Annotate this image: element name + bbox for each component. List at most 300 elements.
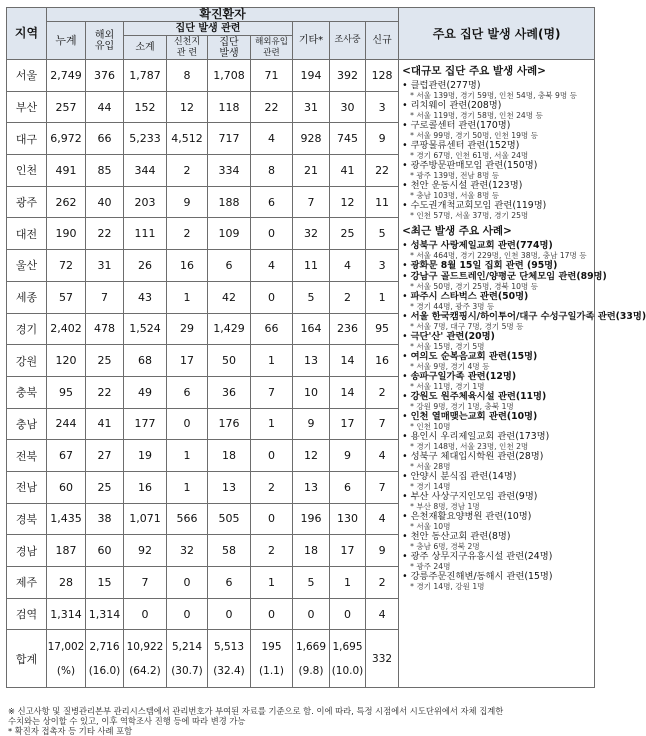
cell-investigating: 17 — [330, 408, 366, 440]
cell-new: 16 — [366, 345, 399, 377]
cell-investigating: 130 — [330, 503, 366, 535]
cell-investigating: 392 — [330, 60, 366, 92]
cell-cluster: 118 — [208, 91, 251, 123]
cell-subtotal: 19 — [124, 440, 167, 472]
cell-overseas_rel: 4 — [251, 250, 293, 282]
cell-total: 6,972 — [47, 123, 86, 155]
cell-cluster: 1,429 — [208, 313, 251, 345]
cell-subtotal: 344 — [124, 155, 167, 187]
header-cluster: 집단 발생 관련 — [124, 22, 293, 36]
total-percent: (%) — [56, 664, 76, 677]
case-name: 강릉주문진해변/동해시 관련(15명) — [410, 571, 553, 582]
total-value: 5,214 — [171, 640, 203, 653]
cell-overseas: 66 — [86, 123, 124, 155]
total-percent: (30.7) — [171, 664, 203, 677]
case-name: 용인시 우리제일교회 관련(173명) — [410, 431, 550, 442]
region-cell: 경북 — [7, 503, 47, 535]
case-detail: * 인천 10명 — [410, 422, 451, 431]
cell-investigating: 9 — [330, 440, 366, 472]
cell-new: 95 — [366, 313, 399, 345]
cell-subtotal: 16 — [124, 471, 167, 503]
case-name: 천안 운동시설 관련(123명) — [410, 180, 523, 191]
total-percent: (32.4) — [213, 664, 245, 677]
cell-overseas: 25 — [86, 471, 124, 503]
case-detail: * 경기 14명 — [410, 482, 451, 491]
cell-total: 72 — [47, 250, 86, 282]
cell-cluster: 109 — [208, 218, 251, 250]
cell-cluster: 36 — [208, 376, 251, 408]
cell-investigating: 4 — [330, 250, 366, 282]
cell-shincheonji: 4,512 — [167, 123, 208, 155]
cell-total: 187 — [47, 535, 86, 567]
total-value: 1,695 — [332, 640, 363, 653]
cell-overseas_rel: 2 — [251, 471, 293, 503]
cell-new: 3 — [366, 91, 399, 123]
case-item: • 광화문 8월 15일 집회 관련 (95명) — [402, 260, 558, 271]
case-detail: * 서울 50명, 경기 25명, 경북 10명 등 — [410, 282, 538, 291]
footnotes — [8, 706, 578, 736]
cell-cluster: 42 — [208, 281, 251, 313]
cell-shincheonji: 0 — [167, 408, 208, 440]
cell-overseas_rel: 0 — [251, 218, 293, 250]
cell-total: 491 — [47, 155, 86, 187]
cell-shincheonji: 8 — [167, 60, 208, 92]
cell-overseas: 7 — [86, 281, 124, 313]
case-detail: * 서울 9명, 경기 4명 등 — [410, 362, 490, 371]
cell-shincheonji: 0 — [167, 567, 208, 599]
case-detail: * 서울 7명, 대구 7명, 경기 5명 등 — [410, 322, 524, 331]
cell-new: 4 — [366, 503, 399, 535]
region-cell: 제주 — [7, 567, 47, 599]
case-name: 파주시 스타벅스 관련(50명) — [410, 291, 529, 302]
total-percent: (1.1) — [259, 664, 284, 677]
cell-other: 31 — [293, 91, 330, 123]
case-detail: * 서울 11명, 경기 1명 — [410, 382, 485, 391]
case-name: 광화문 8월 15일 집회 관련 (95명) — [410, 260, 558, 271]
cell-other: 5 — [293, 567, 330, 599]
region-cell: 부산 — [7, 91, 47, 123]
case-item: • 서울 한국캠핑시/하이투어/대구 수성구일가족 관련(33명) — [402, 311, 646, 322]
case-detail: * 부산 8명, 경남 1명 — [410, 502, 480, 511]
case-name: 강원도 원주체육시설 관련(11명) — [410, 391, 547, 402]
region-cell: 울산 — [7, 250, 47, 282]
cell-overseas: 44 — [86, 91, 124, 123]
total-value: 1,669 — [295, 640, 327, 653]
header-other: 기타* — [293, 22, 330, 60]
case-name: 성북구 체대입시학원 관련(28명) — [410, 451, 544, 462]
case-name: 은천재활요양병원 관련(10명) — [410, 511, 532, 522]
cell-new: 4 — [366, 598, 399, 630]
region-cell: 경남 — [7, 535, 47, 567]
cell-investigating: 1 — [330, 567, 366, 599]
case-item: • 성북구 사랑제일교회 관련(774명) — [402, 240, 553, 251]
footnote-3: * 확진자 접촉자 등 기타 사례 포함 — [8, 726, 133, 736]
total-overseas_rel — [251, 630, 293, 688]
cell-total: 257 — [47, 91, 86, 123]
cell-subtotal: 111 — [124, 218, 167, 250]
case-name: 극단'산' 관련(20명) — [410, 331, 495, 342]
case-detail: * 서울 464명, 경기 229명, 인천 38명, 충남 17명 등 — [410, 251, 587, 260]
case-item: • 극단'산' 관련(20명) — [402, 331, 495, 342]
case-detail: * 경기 14명, 강원 1명 — [410, 582, 485, 591]
cell-investigating: 2 — [330, 281, 366, 313]
total-subtotal — [124, 630, 167, 688]
cell-cluster: 1,708 — [208, 60, 251, 92]
case-item: • 강남구 골드트레인/양평군 단체모임 관련(89명) — [402, 271, 607, 282]
case-name: 리치웨이 관련(208명) — [410, 100, 502, 111]
cell-overseas_rel: 2 — [251, 535, 293, 567]
cell-total: 262 — [47, 186, 86, 218]
cell-total: 67 — [47, 440, 86, 472]
region-cell: 충북 — [7, 376, 47, 408]
case-detail: * 광주 24명 — [410, 562, 451, 571]
case-item: • 광주방문판매모임 관련(150명) — [402, 160, 538, 171]
total-percent: (16.0) — [88, 664, 121, 677]
cell-overseas: 22 — [86, 218, 124, 250]
cell-subtotal: 1,787 — [124, 60, 167, 92]
cell-total: 190 — [47, 218, 86, 250]
case-detail: * 서울 28명 — [410, 462, 451, 471]
total-value: 195 — [261, 640, 282, 653]
case-item: • 쿠팡물류센터 관련(152명) — [402, 140, 520, 151]
case-name: 서울 한국캠핑시/하이투어/대구 수성구일가족 관련(33명) — [410, 311, 646, 322]
cell-investigating: 25 — [330, 218, 366, 250]
case-item: • 인천 열매맺는교회 관련(10명) — [402, 411, 538, 422]
cell-overseas: 1,314 — [86, 598, 124, 630]
cell-overseas: 27 — [86, 440, 124, 472]
total-percent: (9.8) — [298, 664, 324, 677]
cell-overseas: 38 — [86, 503, 124, 535]
header-new: 신규 — [366, 22, 399, 60]
case-item: • 강원도 원주체육시설 관련(11명) — [402, 391, 547, 402]
region-cell: 강원 — [7, 345, 47, 377]
region-cell: 전북 — [7, 440, 47, 472]
cell-overseas_rel: 1 — [251, 567, 293, 599]
cell-cluster: 188 — [208, 186, 251, 218]
cell-overseas: 376 — [86, 60, 124, 92]
cell-overseas_rel: 7 — [251, 376, 293, 408]
cell-shincheonji: 9 — [167, 186, 208, 218]
cell-cluster: 717 — [208, 123, 251, 155]
cell-cluster: 6 — [208, 567, 251, 599]
case-name: 안양시 분식집 관련(14명) — [410, 471, 517, 482]
cell-overseas: 40 — [86, 186, 124, 218]
cases-panel — [399, 60, 646, 688]
cell-overseas_rel: 6 — [251, 186, 293, 218]
cell-new: 9 — [366, 535, 399, 567]
total-cluster — [208, 630, 251, 688]
case-name: 성북구 사랑제일교회 관련(774명) — [410, 240, 553, 251]
case-detail: * 서울 119명, 경기 58명, 인천 24명 등 — [410, 111, 543, 120]
case-detail: * 서울 99명, 경기 50명, 인천 19명 등 — [410, 131, 538, 140]
case-name: 강남구 골드트레인/양평군 단체모임 관련(89명) — [410, 271, 607, 282]
cell-subtotal: 152 — [124, 91, 167, 123]
cell-total: 60 — [47, 471, 86, 503]
case-item: • 여의도 순복음교회 관련(15명) — [402, 351, 538, 362]
cell-new: 2 — [366, 567, 399, 599]
cell-subtotal: 49 — [124, 376, 167, 408]
total-total — [47, 630, 86, 688]
total-value: 5,513 — [213, 640, 245, 653]
case-name: 수도권개척교회모임 관련(119명) — [410, 200, 547, 211]
footnote-2: 수치와는 상이할 수 있고, 이후 역학조사 진행 등에 따라 변경 가능 — [8, 716, 246, 726]
case-detail: * 경기 67명, 인천 61명, 서울 24명 — [410, 151, 529, 160]
cell-shincheonji: 2 — [167, 218, 208, 250]
total-percent: (64.2) — [129, 664, 161, 677]
region-cell: 경기 — [7, 313, 47, 345]
case-name: 광주방문판매모임 관련(150명) — [410, 160, 538, 171]
case-item: • 용인시 우리제일교회 관련(173명) — [402, 431, 550, 442]
cell-new: 2 — [366, 376, 399, 408]
cell-overseas: 60 — [86, 535, 124, 567]
cell-overseas: 25 — [86, 345, 124, 377]
region-cell: 대구 — [7, 123, 47, 155]
case-item: • 천안 운동시설 관련(123명) — [402, 180, 523, 191]
cell-shincheonji: 16 — [167, 250, 208, 282]
cell-new: 7 — [366, 408, 399, 440]
cell-new: 3 — [366, 250, 399, 282]
header-overseas: 해외 유입 — [86, 22, 124, 60]
cell-investigating: 41 — [330, 155, 366, 187]
case-name: 부산 사상구지인모임 관련(9명) — [410, 491, 538, 502]
footnote-1: ※ 신고사항 및 질병관리본부 관리시스템에서 관리번호가 부여된 자료를 기준으로 함. 이에 따라, 특정 시점에서 시도단위에서 자체 집계한 — [8, 706, 504, 716]
header-cluster-group: 집단 발생 — [208, 36, 251, 60]
cell-shincheonji: 6 — [167, 376, 208, 408]
large-cases-title: <대규모 집단 주요 발생 사례> — [402, 65, 546, 77]
total-overseas — [86, 630, 124, 688]
cell-overseas: 15 — [86, 567, 124, 599]
cell-total: 244 — [47, 408, 86, 440]
cell-other: 21 — [293, 155, 330, 187]
cell-shincheonji: 29 — [167, 313, 208, 345]
case-item: • 송파구일가족 관련(12명) — [402, 371, 517, 382]
case-name: 클럽관련(277명) — [410, 80, 481, 91]
totals-label: 합계 — [7, 630, 47, 688]
case-detail: * 경기 44명, 광주 3명 등 — [410, 302, 495, 311]
case-item: • 클럽관련(277명) — [402, 80, 481, 91]
cell-new: 128 — [366, 60, 399, 92]
cell-investigating: 14 — [330, 376, 366, 408]
cell-overseas_rel: 0 — [251, 440, 293, 472]
cell-total: 1,314 — [47, 598, 86, 630]
cell-shincheonji: 12 — [167, 91, 208, 123]
total-shincheonji — [167, 630, 208, 688]
cell-overseas: 478 — [86, 313, 124, 345]
cell-subtotal: 5,233 — [124, 123, 167, 155]
cell-cluster: 18 — [208, 440, 251, 472]
cell-overseas: 85 — [86, 155, 124, 187]
cell-subtotal: 177 — [124, 408, 167, 440]
cell-subtotal: 0 — [124, 598, 167, 630]
cell-cluster: 6 — [208, 250, 251, 282]
cell-new: 1 — [366, 281, 399, 313]
cell-new: 22 — [366, 155, 399, 187]
cell-total: 57 — [47, 281, 86, 313]
case-item: • 구로콜센터 관련(170명) — [402, 120, 511, 131]
case-item: • 광주 상무지구유흥시설 관련(24명) — [402, 551, 553, 562]
cell-other: 164 — [293, 313, 330, 345]
cell-other: 196 — [293, 503, 330, 535]
cell-other: 13 — [293, 345, 330, 377]
cell-new: 7 — [366, 471, 399, 503]
total-value: 2,716 — [89, 640, 120, 653]
cell-cluster: 58 — [208, 535, 251, 567]
cell-total: 120 — [47, 345, 86, 377]
cell-cluster: 334 — [208, 155, 251, 187]
case-item: • 안양시 분식집 관련(14명) — [402, 471, 517, 482]
cell-investigating: 14 — [330, 345, 366, 377]
case-name: 쿠팡물류센터 관련(152명) — [410, 140, 520, 151]
cell-cluster: 13 — [208, 471, 251, 503]
region-cell: 광주 — [7, 186, 47, 218]
cell-other: 12 — [293, 440, 330, 472]
header-region: 지역 — [7, 8, 47, 60]
region-cell: 세종 — [7, 281, 47, 313]
region-cell: 대전 — [7, 218, 47, 250]
case-item: • 리치웨이 관련(208명) — [402, 100, 502, 111]
case-item: • 천안 동산교회 관련(8명) — [402, 531, 511, 542]
case-item: • 강릉주문진해변/동해시 관련(15명) — [402, 571, 553, 582]
cell-total: 28 — [47, 567, 86, 599]
cell-new: 11 — [366, 186, 399, 218]
cell-overseas_rel: 66 — [251, 313, 293, 345]
cell-other: 13 — [293, 471, 330, 503]
cell-overseas: 31 — [86, 250, 124, 282]
cell-overseas_rel: 1 — [251, 408, 293, 440]
cell-cluster: 50 — [208, 345, 251, 377]
cell-investigating: 236 — [330, 313, 366, 345]
case-detail: * 경기 148명, 서울 23명, 인천 2명 — [410, 442, 529, 451]
region-cell: 충남 — [7, 408, 47, 440]
cell-shincheonji: 1 — [167, 471, 208, 503]
cell-shincheonji: 32 — [167, 535, 208, 567]
cell-cluster: 0 — [208, 598, 251, 630]
case-name: 여의도 순복음교회 관련(15명) — [410, 351, 538, 362]
recent-cases-title: <최근 발생 주요 사례> — [402, 225, 512, 237]
cell-investigating: 745 — [330, 123, 366, 155]
region-cell: 서울 — [7, 60, 47, 92]
cell-total: 2,749 — [47, 60, 86, 92]
cell-overseas_rel: 0 — [251, 598, 293, 630]
cell-subtotal: 43 — [124, 281, 167, 313]
cell-total: 1,435 — [47, 503, 86, 535]
total-value: 17,002 — [47, 640, 85, 653]
total-new — [366, 630, 399, 688]
cell-investigating: 6 — [330, 471, 366, 503]
case-name: 구로콜센터 관련(170명) — [410, 120, 511, 131]
cell-subtotal: 1,524 — [124, 313, 167, 345]
total-percent: (10.0) — [331, 664, 364, 677]
cell-overseas: 22 — [86, 376, 124, 408]
regional-cases-table — [6, 7, 646, 688]
cell-other: 5 — [293, 281, 330, 313]
region-cell: 전남 — [7, 471, 47, 503]
cell-total: 95 — [47, 376, 86, 408]
cell-other: 18 — [293, 535, 330, 567]
cell-subtotal: 7 — [124, 567, 167, 599]
cell-other: 194 — [293, 60, 330, 92]
case-name: 송파구일가족 관련(12명) — [410, 371, 517, 382]
total-other — [293, 630, 330, 688]
cell-overseas: 41 — [86, 408, 124, 440]
case-detail: * 광주 139명, 전남 8명 등 — [410, 171, 500, 180]
case-name: 인천 열매맺는교회 관련(10명) — [410, 411, 538, 422]
cell-subtotal: 1,071 — [124, 503, 167, 535]
total-value: 10,922 — [126, 640, 164, 653]
case-item: • 부산 사상구지인모임 관련(9명) — [402, 491, 538, 502]
cell-other: 928 — [293, 123, 330, 155]
case-item: • 수도권개척교회모임 관련(119명) — [402, 200, 547, 211]
header-cases-title: 주요 집단 발생 사례(명) — [399, 8, 595, 60]
total-value: 332 — [372, 652, 393, 665]
table-row — [7, 60, 595, 92]
cell-subtotal: 203 — [124, 186, 167, 218]
case-detail: * 충남 103명, 서울 8명 등 — [410, 191, 500, 200]
cell-other: 0 — [293, 598, 330, 630]
cell-overseas_rel: 8 — [251, 155, 293, 187]
cell-overseas_rel: 0 — [251, 281, 293, 313]
cell-other: 11 — [293, 250, 330, 282]
total-investigating — [330, 630, 366, 688]
case-detail: * 충남 6명, 경북 2명 — [410, 542, 480, 551]
cell-other: 32 — [293, 218, 330, 250]
cell-overseas_rel: 71 — [251, 60, 293, 92]
cell-overseas_rel: 4 — [251, 123, 293, 155]
cell-shincheonji: 17 — [167, 345, 208, 377]
case-name: 천안 동산교회 관련(8명) — [410, 531, 511, 542]
cell-subtotal: 68 — [124, 345, 167, 377]
cell-new: 9 — [366, 123, 399, 155]
cell-subtotal: 26 — [124, 250, 167, 282]
cell-cluster: 176 — [208, 408, 251, 440]
case-detail: * 서울 139명, 경기 59명, 인천 54명, 충북 9명 등 — [410, 91, 577, 100]
case-item: • 파주시 스타벅스 관련(50명) — [402, 291, 529, 302]
header-investigating: 조사중 — [330, 22, 366, 60]
cell-investigating: 0 — [330, 598, 366, 630]
cell-investigating: 17 — [330, 535, 366, 567]
header-subtotal: 소계 — [124, 36, 167, 60]
cell-shincheonji: 1 — [167, 440, 208, 472]
header-confirmed: 확진환자 — [47, 8, 399, 22]
cell-shincheonji: 0 — [167, 598, 208, 630]
header-shincheonji: 신천지 관 련 — [167, 36, 208, 60]
region-cell: 인천 — [7, 155, 47, 187]
cell-shincheonji: 2 — [167, 155, 208, 187]
cell-other: 9 — [293, 408, 330, 440]
cell-subtotal: 92 — [124, 535, 167, 567]
case-item: • 성북구 체대입시학원 관련(28명) — [402, 451, 544, 462]
header-total: 누계 — [47, 22, 86, 60]
cell-overseas_rel: 0 — [251, 503, 293, 535]
cell-new: 4 — [366, 440, 399, 472]
cell-other: 7 — [293, 186, 330, 218]
case-detail: * 인천 57명, 서울 37명, 경기 25명 — [410, 211, 529, 220]
cell-cluster: 505 — [208, 503, 251, 535]
case-detail: * 강원 9명, 경기 1명, 충북 1명 — [410, 402, 514, 411]
case-item: • 은천재활요양병원 관련(10명) — [402, 511, 532, 522]
case-name: 광주 상무지구유흥시설 관련(24명) — [410, 551, 553, 562]
region-cell: 검역 — [7, 598, 47, 630]
case-detail: * 서울 10명 — [410, 522, 451, 531]
cell-overseas_rel: 1 — [251, 345, 293, 377]
cell-other: 10 — [293, 376, 330, 408]
header-overseas-related: 해외유입 관련 — [251, 36, 293, 60]
cell-investigating: 12 — [330, 186, 366, 218]
case-detail: * 서울 15명, 경기 5명 — [410, 342, 485, 351]
cell-investigating: 30 — [330, 91, 366, 123]
cell-shincheonji: 1 — [167, 281, 208, 313]
cell-new: 5 — [366, 218, 399, 250]
